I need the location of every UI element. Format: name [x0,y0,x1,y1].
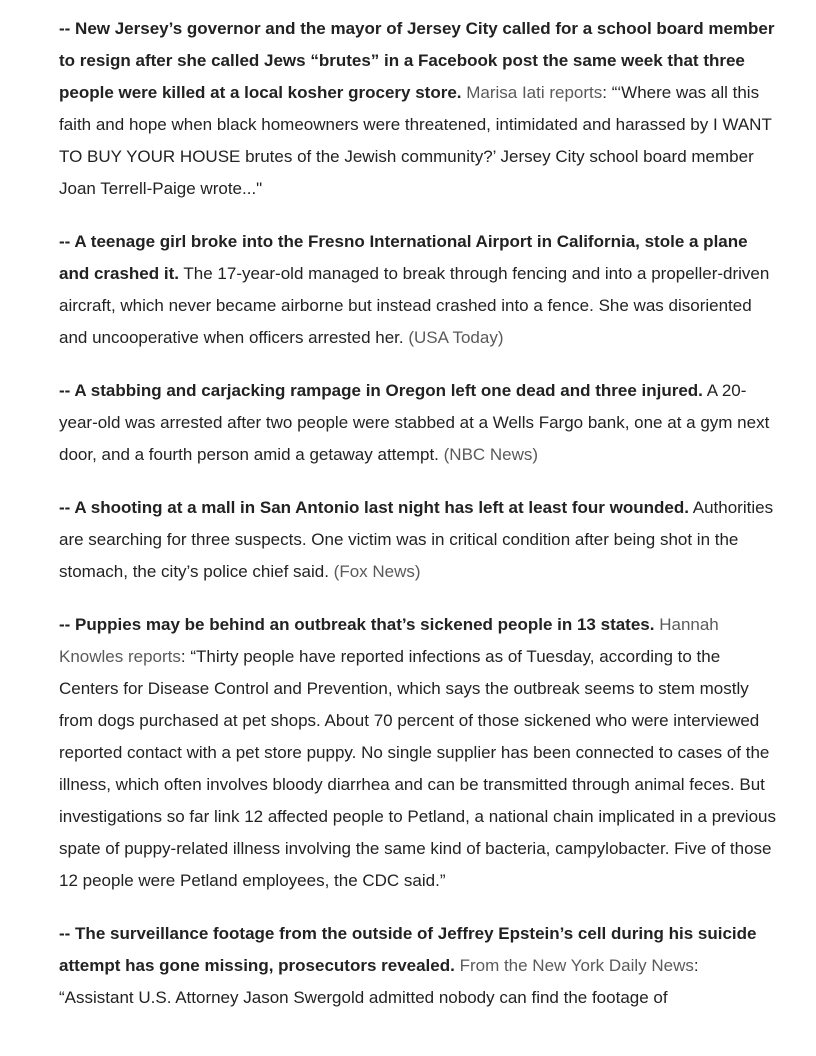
news-text: A 20-year-old was arrested after two people were stabbed at a Wells Fargo bank, one at a gym next door, and a fourth person amid a getaway attempt. [59,381,770,464]
news-text: The 17-year-old managed to break through fencing and into a propeller-driven aircraft, which never became airborne but instead crashed into a fence. She was disoriented and uncooperative when officers arrested her. [59,264,770,347]
news-text: : “‘Where was all this faith and hope when black homeowners were threatened, intimidated and harassed by I WANT TO BUY YOUR HOUSE brutes of the Jewish community?’ Jersey City school board member Joan Terrell-Paige wrote..." [59,83,772,198]
news-item-san-antonio-shooting [59,492,777,588]
news-item-fresno-airport [59,226,777,354]
news-text: Authorities are searching for three suspects. One victim was in critical condition after being shot in the stomach, the city’s police chief said. [59,498,774,581]
news-headline: -- A shooting at a mall in San Antonio last night has left at least four wounded. [59,498,689,517]
news-headline: -- Puppies may be behind an outbreak that’s sickened people in 13 states. [59,615,655,634]
news-item-oregon-stabbing [59,375,777,471]
source-link-ny-daily-news[interactable]: From the New York Daily News [454,956,694,975]
news-headline: -- New Jersey’s governor and the mayor of Jersey City called for a school board member to resign after she called Jews “brutes” in a Facebook post the same week that three people were killed at a local kosher grocery store. [59,19,775,102]
news-headline: -- A stabbing and carjacking rampage in Oregon left one dead and three injured. [59,381,703,400]
news-item-nj-school-board [59,13,777,205]
news-headline: -- The surveillance footage from the outside of Jeffrey Epstein’s cell during his suicide attempt has gone missing, prosecutors revealed. [59,924,757,975]
source-link-marisa-iati[interactable]: Marisa Iati reports [461,83,603,102]
news-item-puppies-outbreak [59,609,777,897]
source-link-fox-news[interactable]: (Fox News) [333,562,421,581]
source-link-hannah-knowles[interactable]: Hannah Knowles reports [59,615,719,666]
source-link-nbc-news[interactable]: (NBC News) [443,445,539,464]
news-text: : “Assistant U.S. Attorney Jason Swergold admitted nobody can find the footage of [59,956,699,1007]
news-headline: -- A teenage girl broke into the Fresno International Airport in California, stole a plane and crashed it. [59,232,748,283]
source-link-usa-today[interactable]: (USA Today) [408,328,504,347]
news-text: : “Thirty people have reported infections as of Tuesday, according to the Centers for Disease Control and Prevention, which says the outbreak seems to stem mostly from dogs purchased at pet shops. About 70 percent of those sickened who were interviewed reported contact with a pet store puppy. No single supplier has been connected to cases of the illness, which often involves bloody diarrhea and can be transmitted through animal feces. But investigations so far link 12 affected people to Petland, a national chain implicated in a previous spate of puppy-related illness involving the same kind of bacteria, campylobacter. Five of those 12 people were Petland employees, the CDC said.” [59,647,776,890]
news-item-epstein-footage [59,918,777,1014]
newsletter-body [59,13,777,1035]
